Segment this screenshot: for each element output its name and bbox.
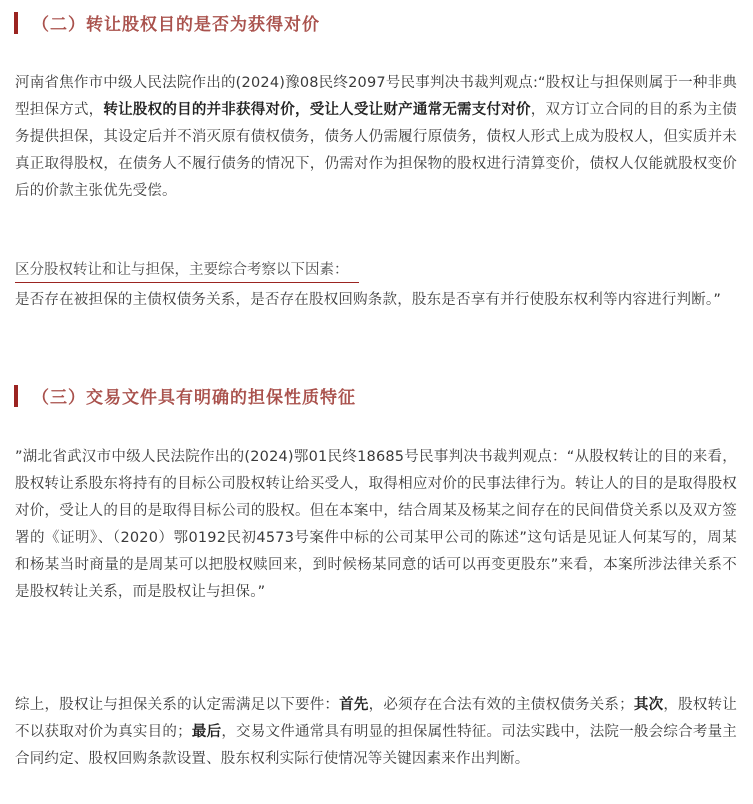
bold-key-point: 转让股权的目的并非获得对价，受让人受让财产通常无需支付对价 xyxy=(103,102,531,118)
section-3-paragraph: ”湖北省武汉市中级人民法院作出的(2024)鄂01民终18685号民事判决书裁判观点：“从股权转让的目的来看，股权转让系股东将持有的目标公司股权转让给买受人，取得相应对价的民事法律行为。转让人的目的是取得股权对价，受让人的目的是取得目标公司的股权。但在本案中，结合周某及杨某之间存在的民间借贷关系以及双方签署的《证明》、（2020）鄂0192民初4573号案件中标的公司某甲公司的陈述”这句话是见证人何某写的，周某和杨某当时商量的是周某可以把股权赎回来，到时候杨某同意的话可以再变更股东”来看，本案所涉法律关系不是股权转让关系，而是股权让与担保。” xyxy=(15,449,737,600)
summary-second: 其次 xyxy=(633,697,664,713)
summary-second-text: ，股权转让不以获取对价为真实目的； xyxy=(15,697,738,740)
summary-first: 首先 xyxy=(339,697,369,713)
section-2-title: （二）转让股权目的是否为获得对价 xyxy=(32,15,320,35)
section-2-heading xyxy=(14,10,320,35)
section-2-paragraph-2: 是否存在被担保的主债权债务关系，是否存在股权回购条款，股东是否享有并行使股东权利等内容进行判断。” xyxy=(15,292,722,308)
summary-paragraph xyxy=(15,692,737,773)
section-2-paragraph-1 xyxy=(15,70,737,205)
summary-last: 最后 xyxy=(191,724,222,740)
factors-intro-underlined: 区分股权转让和让与担保，主要综合考察以下因素： xyxy=(15,259,359,283)
section-3-title: （三）交易文件具有明确的担保性质特征 xyxy=(32,388,356,408)
summary-last-text: ，交易文件通常具有明显的担保属性特征。司法实践中，法院一般会综合考量主合同约定、股权回购条款设置、股东权利实际行使情况等关键因素来作出判断。 xyxy=(15,724,738,767)
heading-accent-bar xyxy=(14,385,18,407)
summary-first-text: ，必须存在合法有效的主债权债务关系； xyxy=(368,697,634,713)
summary-intro: 综上，股权让与担保关系的认定需满足以下要件： xyxy=(15,697,340,713)
quote-rest: ，双方订立合同的目的系为主债务提供担保，其设定后并不消灭原有债权债务，债务人仍需履行原债务，债权人形式上成为股权人，但实质并未真正取得股权，在债务人不履行债务的情况下，仍需对作为担保物的股权进行清算变价，债权人仅能就股权变价后的价款主张优先受偿。 xyxy=(15,102,737,199)
heading-accent-bar xyxy=(14,12,18,34)
quote-intro: 河南省焦作市中级人民法院作出的(2024)豫08民终2097号民事判决书裁判观点:“股权让与担保则属于一种非典型担保方式， xyxy=(15,75,737,118)
section-3-heading xyxy=(14,383,356,408)
